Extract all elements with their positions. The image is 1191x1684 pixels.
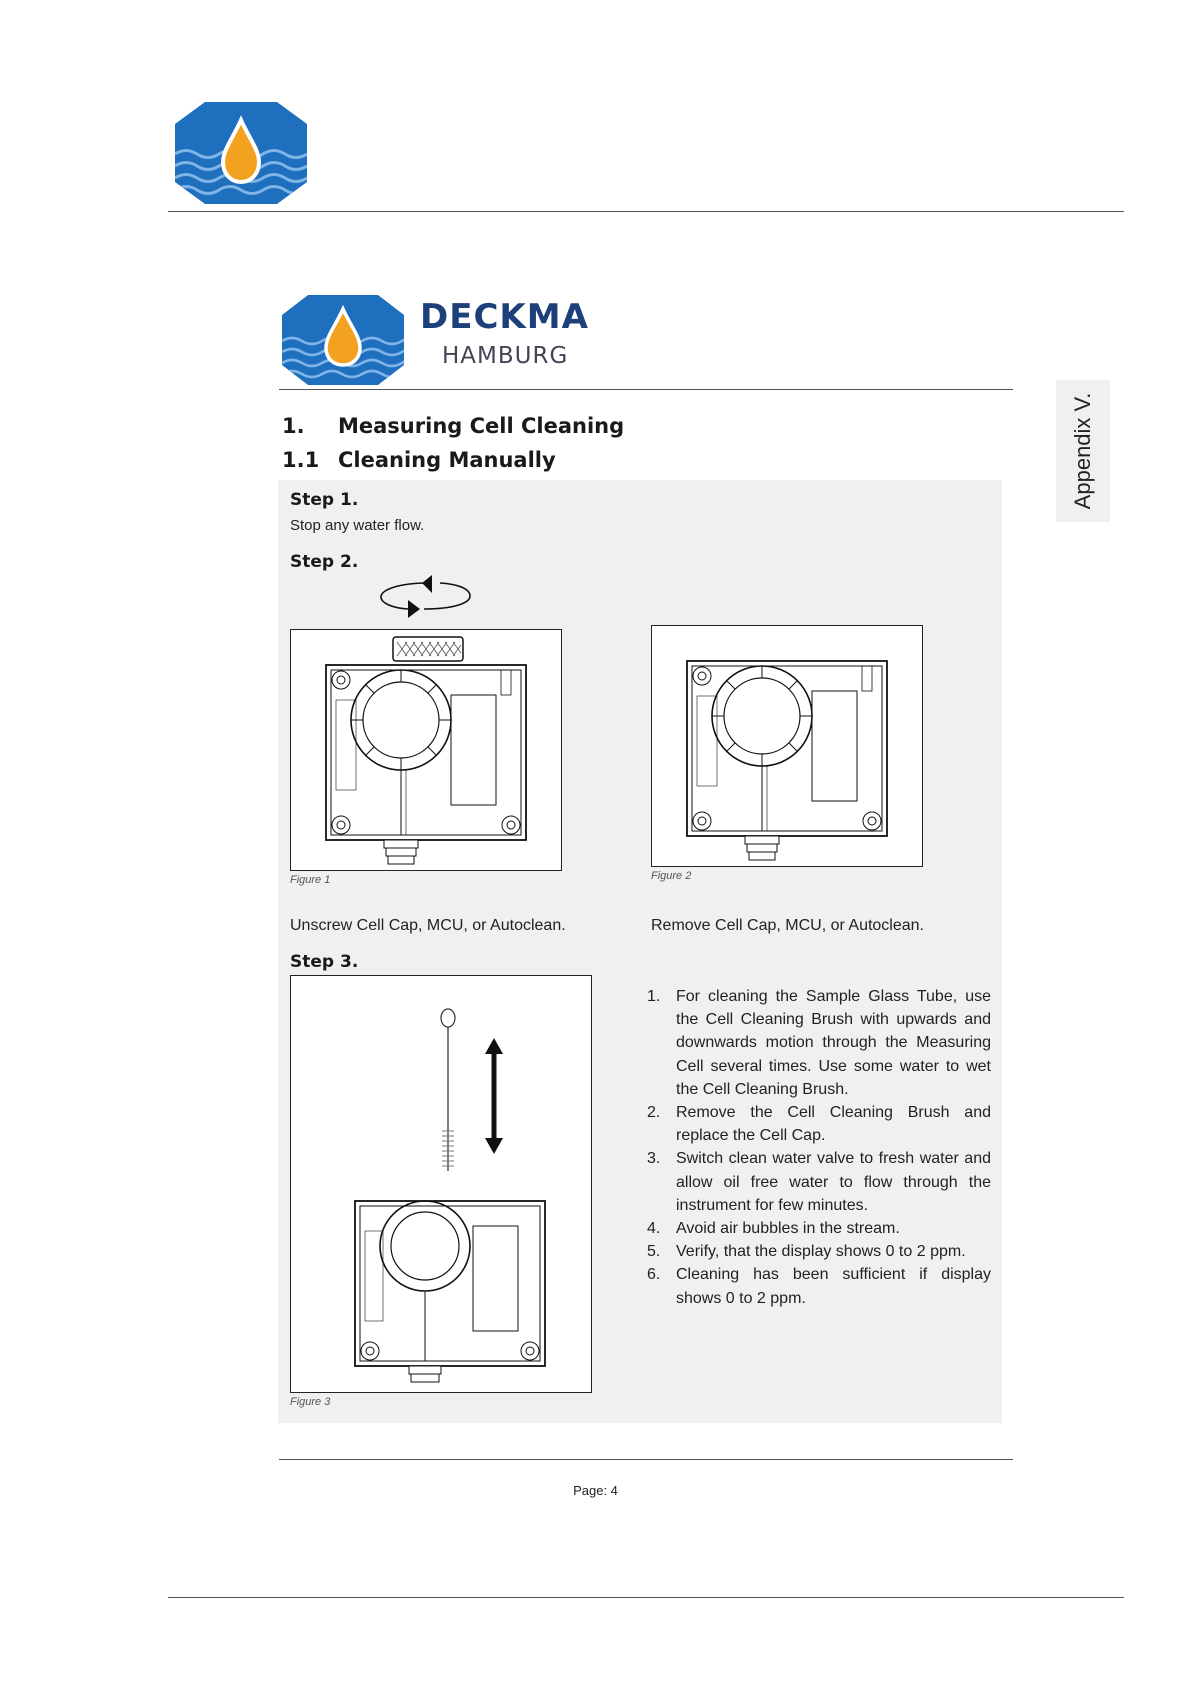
step-1-title: Step 1. [290, 490, 359, 510]
page-number: Page: 4 [573, 1483, 618, 1498]
cleaning-instructions-list [647, 985, 991, 1310]
list-item [647, 985, 991, 1101]
inner-footer-rule [279, 1459, 1013, 1460]
company-logo [175, 102, 307, 204]
header-rule [168, 211, 1124, 212]
figure-1-drawing [291, 630, 559, 868]
list-item-number: 6. [647, 1266, 661, 1284]
list-item-text: For cleaning the Sample Glass Tube, use the Cell Cleaning Brush with upwards and downwards motion through the Measuring Cell several times. Use some water to wet the Cell Cleaning Brush. [676, 988, 991, 1098]
step-2-title: Step 2. [290, 552, 359, 572]
figure-2-text: Remove Cell Cap, MCU, or Autoclean. [651, 917, 924, 934]
figure-1-caption: Figure 1 [290, 874, 331, 886]
list-item [647, 1217, 991, 1240]
list-item [647, 1263, 991, 1309]
subsection-title: Cleaning Manually [338, 448, 556, 472]
figure-2-caption: Figure 2 [651, 870, 692, 882]
list-item-number: 1. [647, 988, 661, 1005]
step-1-text: Stop any water flow. [290, 517, 425, 534]
figure-1-text: Unscrew Cell Cap, MCU, or Autoclean. [290, 917, 566, 934]
list-item [647, 1101, 991, 1147]
list-item-text: Verify, that the display shows 0 to 2 ppm. [676, 1243, 966, 1261]
brand-name: DECKMA [420, 297, 589, 337]
list-item-number: 5. [647, 1243, 661, 1261]
deckma-logo-icon [282, 295, 404, 385]
brand-city: HAMBURG [442, 343, 569, 369]
list-item-number: 4. [647, 1220, 661, 1238]
list-item-text: Cleaning has been sufficient if display shows 0 to 2 ppm. [676, 1266, 991, 1307]
list-item-text: Avoid air bubbles in the stream. [676, 1220, 900, 1238]
footer-rule [168, 1597, 1124, 1598]
subsection-number: 1.1 [282, 448, 320, 472]
figure-2-drawing [652, 626, 920, 864]
list-item-text: Switch clean water valve to fresh water and allow oil free water to flow through the instrument for few minutes. [676, 1150, 991, 1214]
list-item-number: 3. [647, 1150, 661, 1168]
rotate-arrow-icon [378, 572, 474, 620]
section-title: Measuring Cell Cleaning [338, 414, 625, 438]
inner-header-rule [279, 389, 1013, 390]
list-item-text: Remove the Cell Cleaning Brush and replace the Cell Cap. [676, 1104, 991, 1145]
list-item [647, 1240, 991, 1263]
appendix-label: Appendix V. [1070, 392, 1095, 510]
list-item [647, 1147, 991, 1217]
figure-3-drawing [291, 976, 589, 1390]
list-item-number: 2. [647, 1104, 661, 1122]
section-number: 1. [282, 414, 305, 438]
step-3-title: Step 3. [290, 952, 359, 972]
figure-3-caption: Figure 3 [290, 1396, 331, 1408]
